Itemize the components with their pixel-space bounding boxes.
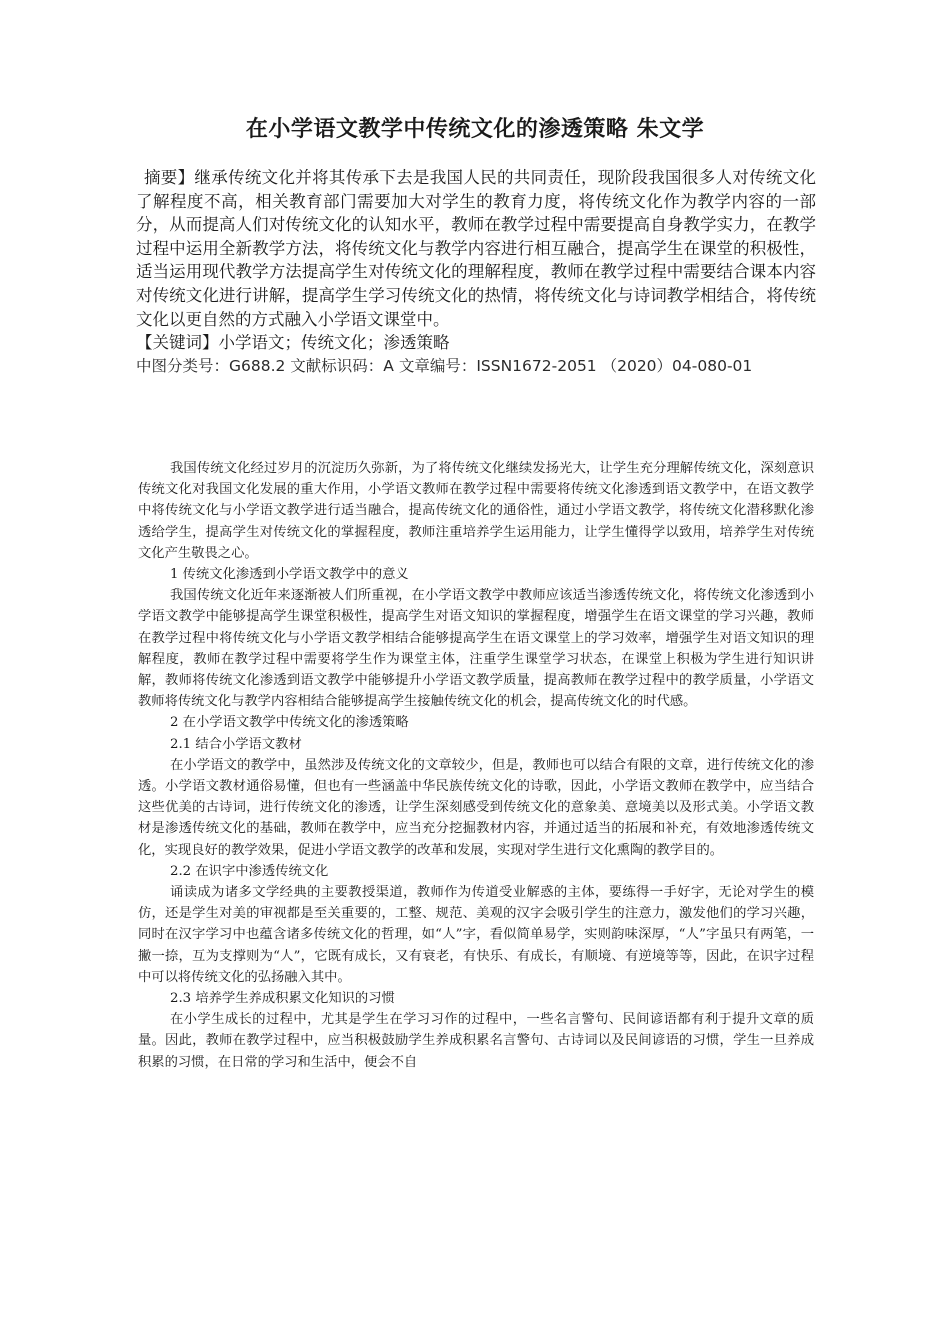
body-section <box>138 458 814 1073</box>
section-heading-2: 2 在小学语文教学中传统文化的渗透策略 <box>170 715 409 731</box>
paper-title: 在小学语文教学中传统文化的渗透策略 朱文学 <box>245 117 705 142</box>
keywords: 【关键词】小学语文；传统文化；渗透策略 <box>136 333 450 353</box>
section-1-paragraph: 我国传统文化近年来逐渐被人们所重视，在小学语文教学中教师应该适当渗透传统文化，将传统文化渗透到小学语文教学中能够提高学生课堂积极性，提高学生对语文知识的掌握程度，增强学生在语文课堂的学习兴趣，教师在教学过程中将传统文化与小学语文教学相结合能够提高学生在语文课堂上的学习效率，增强学生对语文知识的理解程度，教师在教学过程中需要将学生作为课堂主体，注重学生课堂学习状态，在课堂上积极为学生进行知识讲解，教师将传统文化渗透到语文教学中能够提升小学语文教学质量，提高教师在教学过程中的教学质量，小学语文教师将传统文化与教学内容相结合能够提高学生接触传统文化的机会，提高传统文化的时代感。 <box>138 588 814 710</box>
subsection-2-1-paragraph: 在小学语文的教学中，虽然涉及传统文化的文章较少，但是，教师也可以结合有限的文章，进行传统文化的渗透。小学语文教材通俗易懂，但也有一些涵盖中华民族传统文化的诗歌，因此，小学语文教师在教学中，应当结合这些优美的古诗词，进行传统文化的渗透，让学生深刻感受到传统文化的意象美、意境美以及形式美。小学语文教材是渗透传统文化的基础，教师在教学中，应当充分挖掘教材内容，并通过适当的拓展和补充，有效地渗透传统文化，实现良好的教学效果，促进小学语文教学的改革和发展，实现对学生进行文化熏陶的教学目的。 <box>138 757 814 858</box>
subsection-heading-2-1: 2.1 结合小学语文教材 <box>170 736 302 752</box>
classification-info: 中图分类号：G688.2 文献标识码：A 文章编号：ISSN1672-2051 （2020）04-080-01 <box>136 356 753 375</box>
abstract-section <box>136 166 816 378</box>
abstract-text: 摘要】继承传统文化并将其传承下去是我国人民的共同责任，现阶段我国很多人对传统文化了解程度不高，相关教育部门需要加大对学生的教育力度，将传统文化作为教学内容的一部分，从而提高人们对传统文化的认知水平，教师在教学过程中需要提高自身教学实力，在教学过程中运用全新教学方法，将传统文化与教学内容进行相互融合，提高学生在课堂的积极性，适当运用现代教学方法提高学生对传统文化的理解程度，教师在教学过程中需要结合课本内容对传统文化进行讲解，提高学生学习传统文化的热情，将传统文化与诗词教学相结合，将传统文化以更自然的方式融入小学语文课堂中。 <box>136 168 816 329</box>
subsection-2-2-paragraph: 诵读成为诸多文学经典的主要教授渠道，教师作为传道受业解惑的主体，要练得一手好字，无论对学生的模仿，还是学生对美的审视都是至关重要的，工整、规范、美观的汉字会吸引学生的注意力，激发他们的学习兴趣，同时在汉字学习中也蕴含诸多传统文化的哲理，如“人”字，看似简单易学，实则韵味深厚，“人”字虽只有两笔，一撇一捺，互为支撑则为“人”，它既有成长，又有衰老，有快乐、有成长，有顺境、有逆境等等，因此，在识字过程中可以将传统文化的弘扬融入其中。 <box>138 885 814 985</box>
section-heading-1: 1 传统文化渗透到小学语文教学中的意义 <box>170 567 409 583</box>
subsection-heading-2-2: 2.2 在识字中渗透传统文化 <box>170 863 329 879</box>
subsection-heading-2-3: 2.3 培养学生养成积累文化知识的习惯 <box>170 991 395 1007</box>
intro-paragraph: 我国传统文化经过岁月的沉淀历久弥新，为了将传统文化继续发扬光大，让学生充分理解传统文化，深刻意识传统文化对我国文化发展的重大作用，小学语文教师在教学过程中需要将传统文化渗透到语文教学中，在语文教学中将传统文化与小学语文教学进行适当融合，提高传统文化的通俗性，通过小学语文教学，将传统文化潜移默化渗透给学生，提高学生对传统文化的掌握程度，教师注重培养学生运用能力，让学生懂得学以致用，培养学生对传统文化产生敬畏之心。 <box>138 461 814 561</box>
subsection-2-3-paragraph: 在小学生成长的过程中，尤其是学生在学习习作的过程中，一些名言警句、民间谚语都有利于提升文章的质量。因此，教师在教学过程中，应当积极鼓励学生养成积累名言警句、古诗词以及民间谚语的习惯，学生一旦养成积累的习惯，在日常的学习和生活中，便会不自 <box>138 1012 814 1070</box>
